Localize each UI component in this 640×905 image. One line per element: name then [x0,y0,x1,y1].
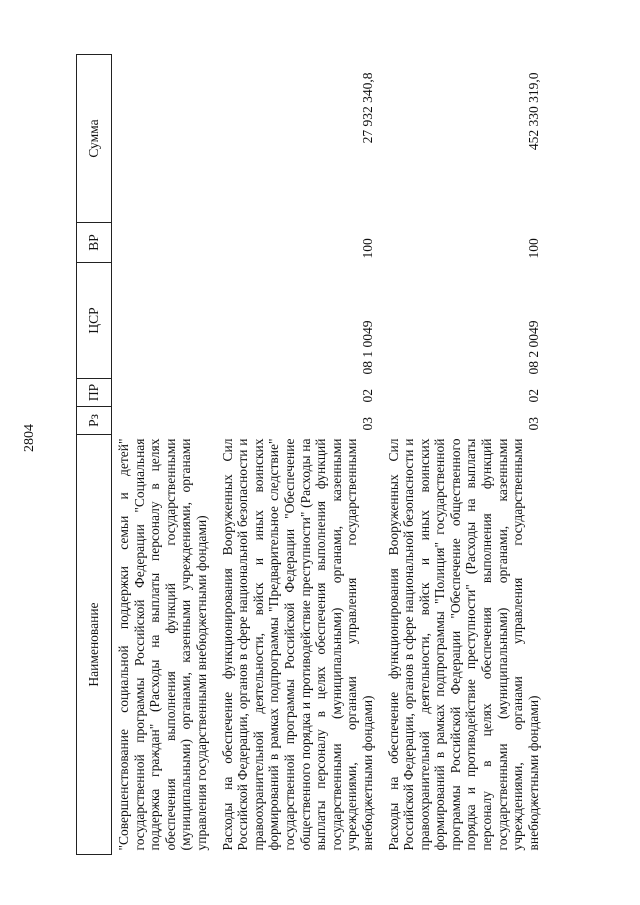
table-row [112,55,216,855]
header-pr: ПР [77,379,112,407]
row-pr: 02 [359,389,375,403]
page-number: 2804 [22,424,37,452]
row-csr: 08 1 0049 [359,320,375,375]
row-name: "Совершенствование социальной поддержки семьи и детей" государственной программы Российской Федерации "Социальная поддержка граждан" (Расходы на выплаты персоналу в целях обеспечения выполнения функций государственными (муниципальными) органами, казенными учреждениями, органами управления государственными внебюджетными фондами) [116,438,209,851]
row-pr: 02 [525,389,541,403]
row-vr: 100 [359,238,375,259]
table-header-row [77,55,112,855]
budget-table [76,54,547,855]
row-sum [112,55,216,223]
row-name: Расходы на обеспечение функционирования Вооруженных Сил Российской Федерации, органов в сфере национальной безопасности и правоохранительной деятельности, войск и иных воинских формирований в рамках подпрограммы "Полиция" государственной программы Российской Федерации "Обеспечение общественного порядка и противодействие преступности" (Расходы на выплаты персоналу в целях обеспечения выполнения функций государственными (муниципальными) органами, казенными учреждениями, органами управления государственными внебюджетными фондами) [385,438,541,851]
budget-table-container [76,55,596,855]
header-csr: ЦСР [77,263,112,379]
row-vr: 100 [525,238,541,259]
row-name: Расходы на обеспечение функционирования Вооруженных Сил Российской Федерации, органов в сфере национальной безопасности и правоохранительной деятельности, войск и иных воинских формирований в рамках подпрограммы "Предварительное следствие" государственной программы Российской Федерации "Обеспечение общественного порядка и противодействие преступности" (Расходы на выплаты персоналу в целях обеспечения выполнения функций государственными (муниципальными) органами, казенными учреждениями, органами управления государственными внебюджетными фондами) [219,438,375,851]
table-row [216,55,382,855]
row-vr [112,223,216,263]
header-vr: ВР [77,223,112,263]
table-row [382,55,548,855]
row-csr [112,263,216,379]
header-sum: Сумма [77,55,112,223]
row-rz [112,407,216,435]
row-sum: 452 330 319,0 [525,72,541,151]
row-sum: 27 932 340,8 [359,72,375,144]
row-rz: 03 [525,417,541,431]
row-rz: 03 [359,417,375,431]
row-csr: 08 2 0049 [525,320,541,375]
header-rz: Рз [77,407,112,435]
row-pr [112,379,216,407]
header-name: Наименование [77,435,112,855]
